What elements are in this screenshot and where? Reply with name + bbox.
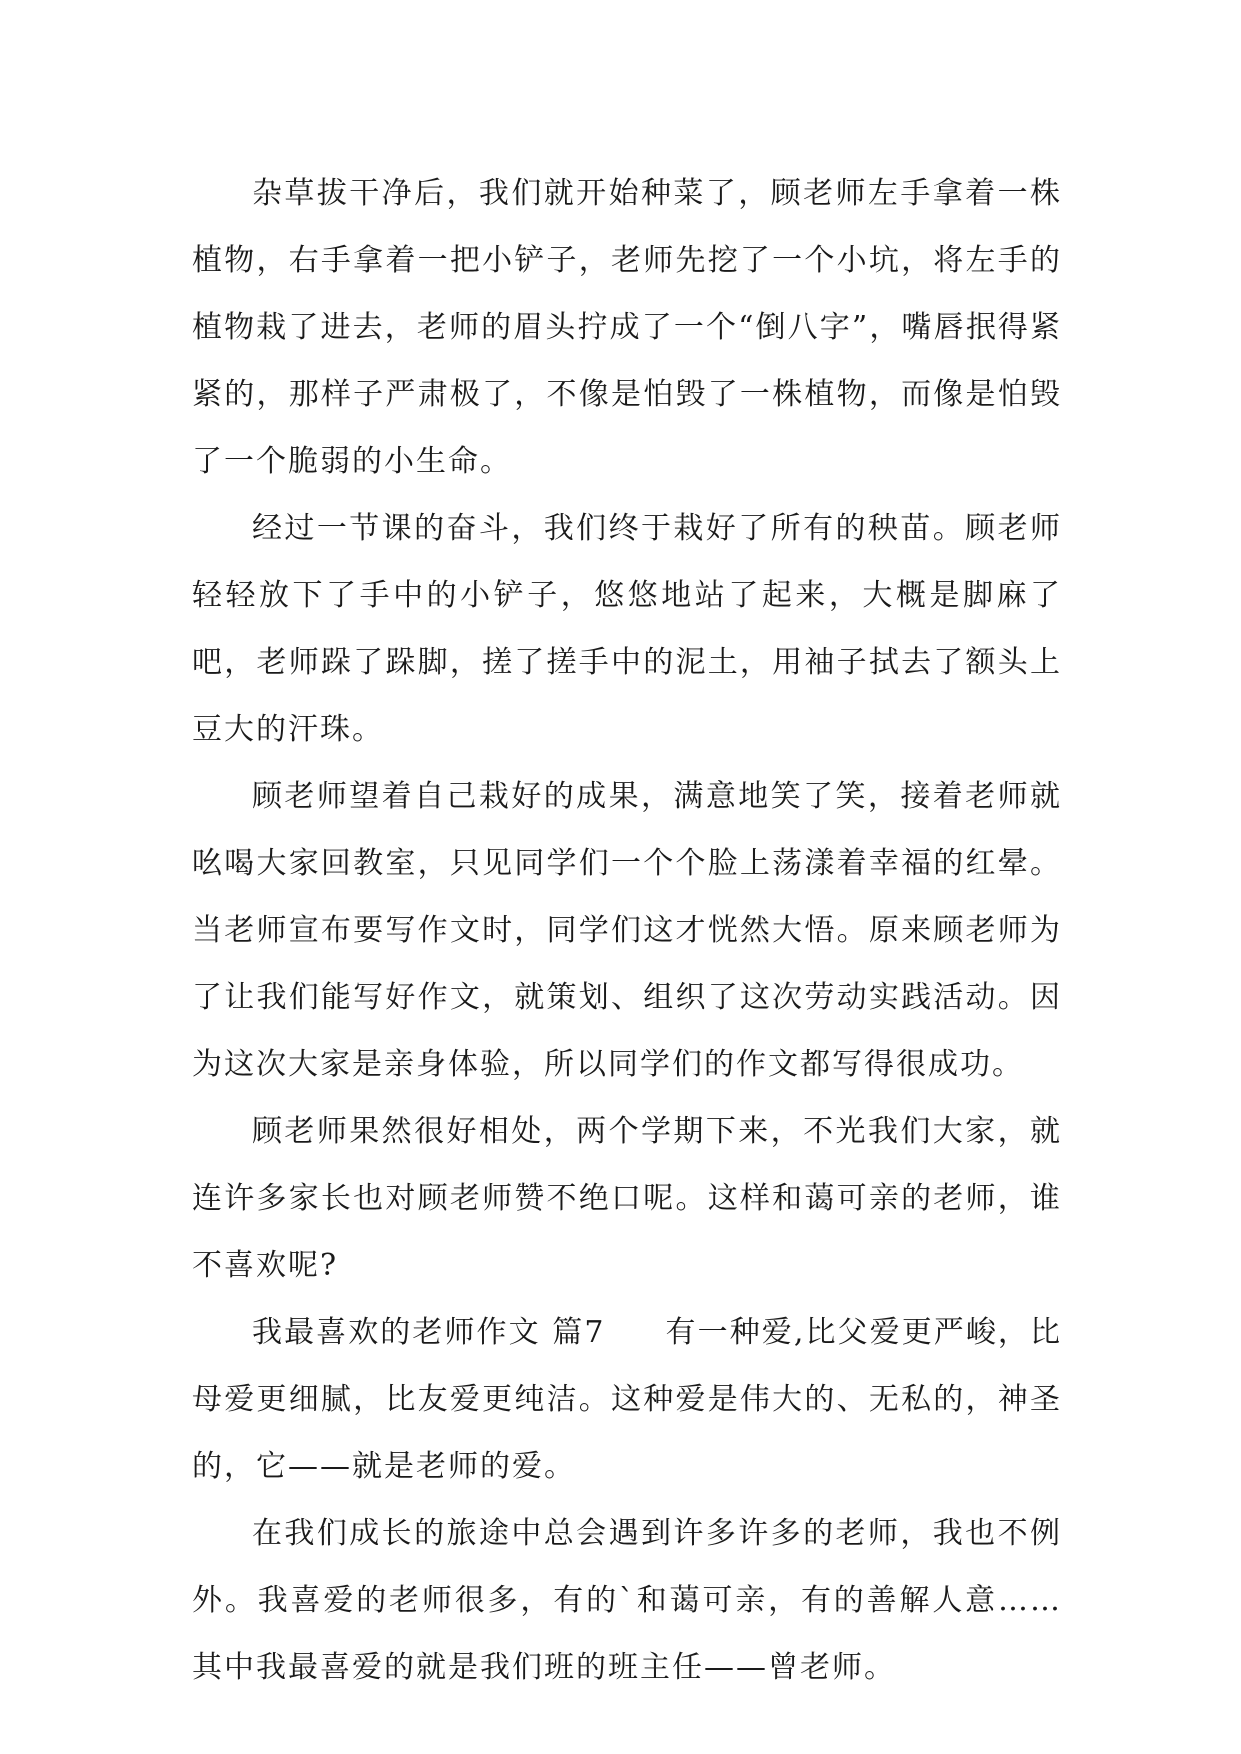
paragraph-1: 杂草拔干净后，我们就开始种菜了，顾老师左手拿着一株植物，右手拿着一把小铲子，老师先挖了一个小坑，将左手的植物栽了进去，老师的眉头拧成了一个“倒八字”，嘴唇抿得紧紧的，那样子严肃极了，不像是怕毁了一株植物，而像是怕毁了一个脆弱的小生命。	[192, 176, 1062, 479]
section-heading: 我最喜欢的老师作文 篇7	[252, 1315, 606, 1350]
section-first-text: 有一种爱,比父爱更严峻，比母爱更细腻，比友爱更纯洁。这种爱是伟大的、无私的，神圣的，它——就是老师的爱。	[192, 1315, 1062, 1484]
paragraph-4: 顾老师果然很好相处，两个学期下来，不光我们大家，就连许多家长也对顾老师赞不绝口呢。这样和蔼可亲的老师，谁不喜欢呢?	[192, 1114, 1062, 1283]
document-body	[192, 160, 1062, 1701]
paragraph-6: 在我们成长的旅途中总会遇到许多许多的老师，我也不例外。我喜爱的老师很多，有的`和蔼可亲，有的善解人意……其中我最喜爱的就是我们班的班主任——曾老师。	[192, 1516, 1062, 1685]
paragraph-2: 经过一节课的奋斗，我们终于栽好了所有的秧苗。顾老师轻轻放下了手中的小铲子，悠悠地站了起来，大概是脚麻了吧，老师跺了跺脚，搓了搓手中的泥土，用袖子拭去了额头上豆大的汗珠。	[192, 511, 1062, 747]
section-paragraph	[192, 1299, 1062, 1500]
paragraph-3: 顾老师望着自己栽好的成果，满意地笑了笑，接着老师就吆喝大家回教室，只见同学们一个个脸上荡漾着幸福的红晕。当老师宣布要写作文时，同学们这才恍然大悟。原来顾老师为了让我们能写好作文，就策划、组织了这次劳动实践活动。因为这次大家是亲身体验，所以同学们的作文都写得很成功。	[192, 779, 1062, 1082]
